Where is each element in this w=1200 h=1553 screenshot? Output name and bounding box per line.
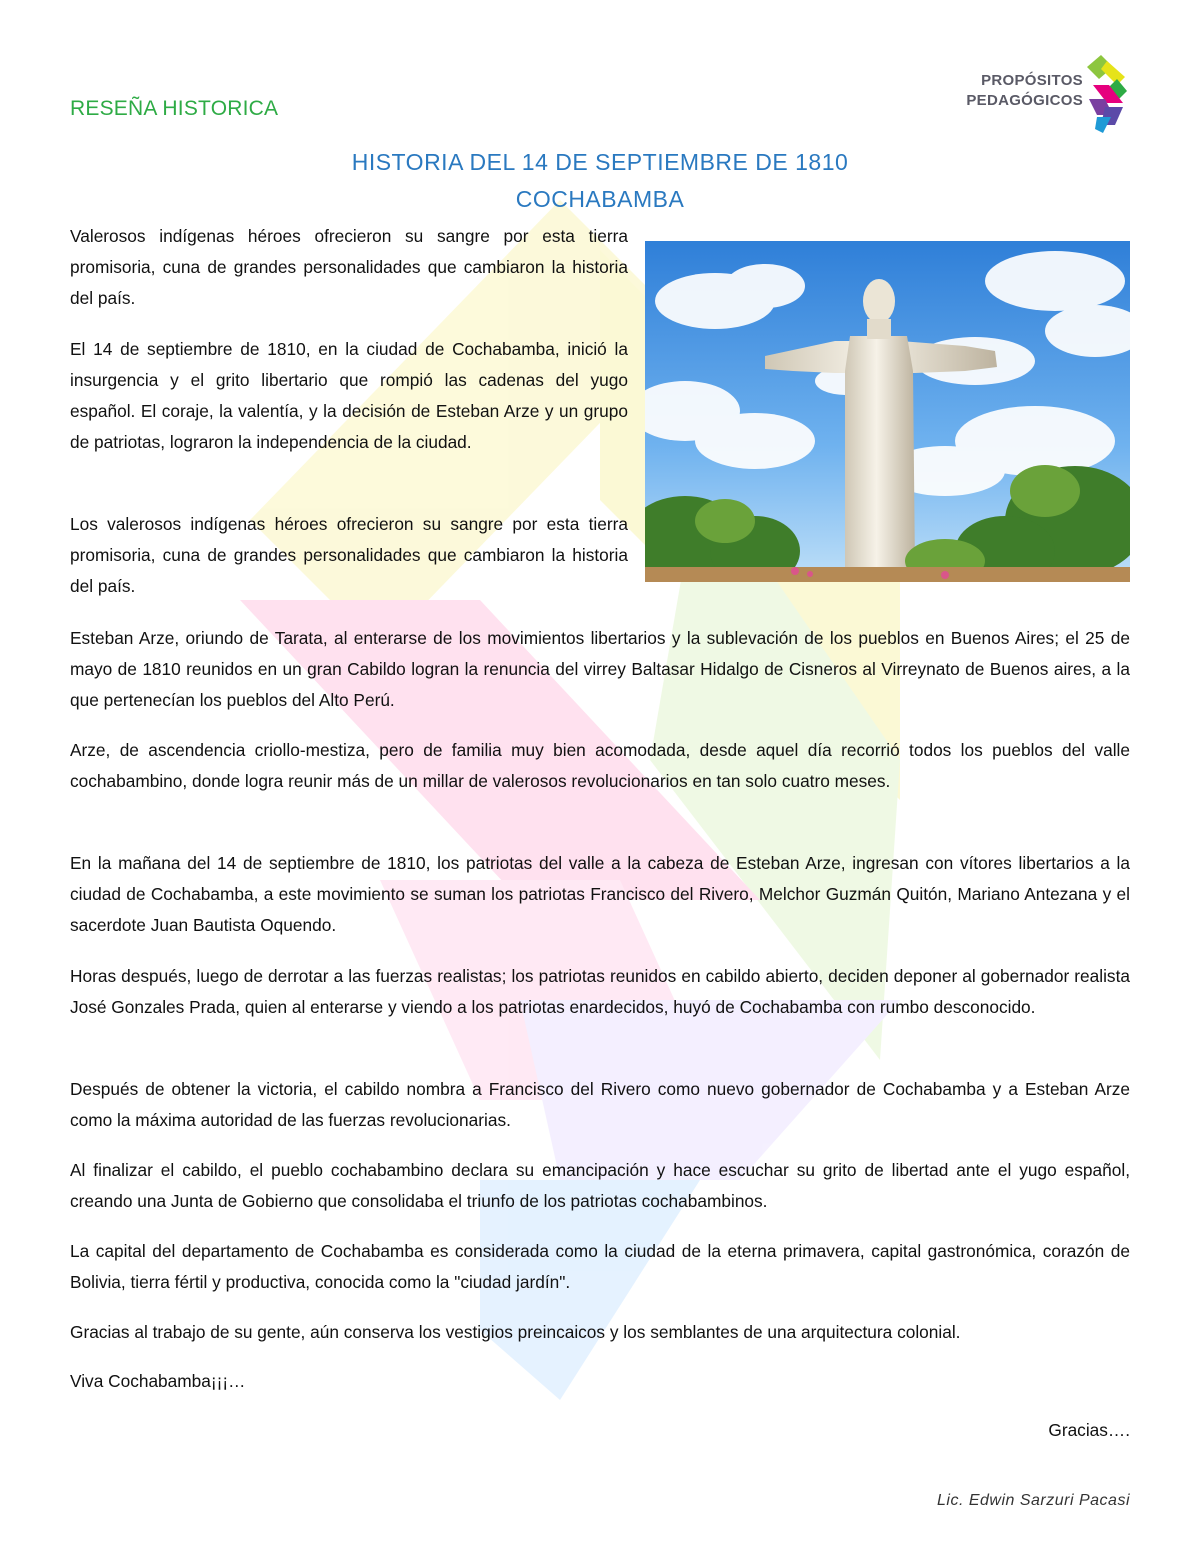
paragraph-11: Gracias al trabajo de su gente, aún conserva los vestigios preincaicos y los semblantes de una arquitectura colonial. bbox=[70, 1322, 961, 1342]
paragraph-6: En la mañana del 14 de septiembre de 1810, los patriotas del valle a la cabeza de Esteban Arze, ingresan con vítores libertarios a la ciudad de Cochabamba, a este movimiento se suman los patriotas Francisco del Rivero, Melchor Guzmán Quitón, Mariano Antezana y el sacerdote Juan Bautista Oquendo. bbox=[70, 853, 1130, 935]
page-title-line-2: COCHABAMBA bbox=[515, 186, 685, 212]
logo-line-2: PEDAGÓGICOS bbox=[966, 92, 1083, 109]
paragraph-10: La capital del departamento de Cochabamba es considerada como la ciudad de la eterna primavera, capital gastronómica, corazón de Bolivia, tierra fértil y productiva, conocida como la "ciudad jardín". bbox=[70, 1241, 1130, 1292]
paragraph-2: El 14 de septiembre de 1810, en la ciudad de Cochabamba, inició la insurgencia y el grito libertario que rompió las cadenas del yugo español. El coraje, la valentía, y la decisión de Esteban Arze y un grupo de patriotas, lograron la independencia de la ciudad. bbox=[70, 339, 628, 452]
paragraph-4: Esteban Arze, oriundo de Tarata, al enterarse de los movimientos libertarios y la sublevación de los pueblos en Buenos Aires; el 25 de mayo de 1810 reunidos en un gran Cabildo logran la renuncia del virrey Baltasar Hidalgo de Cisneros al Virreynato de Buenos aires, a la que pertenecían los pueblos del Alto Perú. bbox=[70, 628, 1130, 710]
christ-statue-photo bbox=[645, 241, 1130, 582]
section-label: RESEÑA HISTORICA bbox=[70, 97, 279, 120]
author-signature: Lic. Edwin Sarzuri Pacasi bbox=[936, 1492, 1130, 1509]
logo-mark-icon bbox=[1083, 55, 1129, 135]
logo-line-1: PROPÓSITOS bbox=[981, 72, 1083, 89]
paragraph-12: Viva Cochabamba¡¡¡… bbox=[70, 1371, 246, 1391]
paragraph-1: Valerosos indígenas héroes ofrecieron su sangre por esta tierra promisoria, cuna de grandes personalidades que cambiaron la historia del país. bbox=[70, 226, 628, 308]
paragraph-8: Después de obtener la victoria, el cabildo nombra a Francisco del Rivero como nuevo gobernador de Cochabamba y a Esteban Arze como la máxima autoridad de las fuerzas revolucionarias. bbox=[70, 1079, 1130, 1130]
logo bbox=[955, 55, 1130, 135]
paragraph-9: Al finalizar el cabildo, el pueblo cochabambino declara su emancipación y hace escuchar su grito de libertad ante el yugo español, creando una Junta de Gobierno que consolidaba el triunfo de los patriotas cochabambinos. bbox=[70, 1160, 1130, 1211]
paragraph-5: Arze, de ascendencia criollo-mestiza, pero de familia muy bien acomodada, desde aquel día recorrió todos los pueblos del valle cochabambino, donde logra reunir más de un millar de valerosos revolucionarios en tan solo cuatro meses. bbox=[70, 740, 1130, 791]
paragraph-7: Horas después, luego de derrotar a las fuerzas realistas; los patriotas reunidos en cabildo abierto, deciden deponer al gobernador realista José Gonzales Prada, quien al enterarse y viendo a los patriotas enardecidos, huyó de Cochabamba con rumbo desconocido. bbox=[70, 966, 1130, 1017]
paragraph-3: Los valerosos indígenas héroes ofrecieron su sangre por esta tierra promisoria, cuna de grandes personalidades que cambiaron la historia del país. bbox=[70, 514, 628, 596]
closing-text: Gracias…. bbox=[1048, 1420, 1130, 1440]
logo-text bbox=[955, 71, 1083, 111]
page-title-line-1: HISTORIA DEL 14 DE SEPTIEMBRE DE 1810 bbox=[351, 149, 849, 175]
